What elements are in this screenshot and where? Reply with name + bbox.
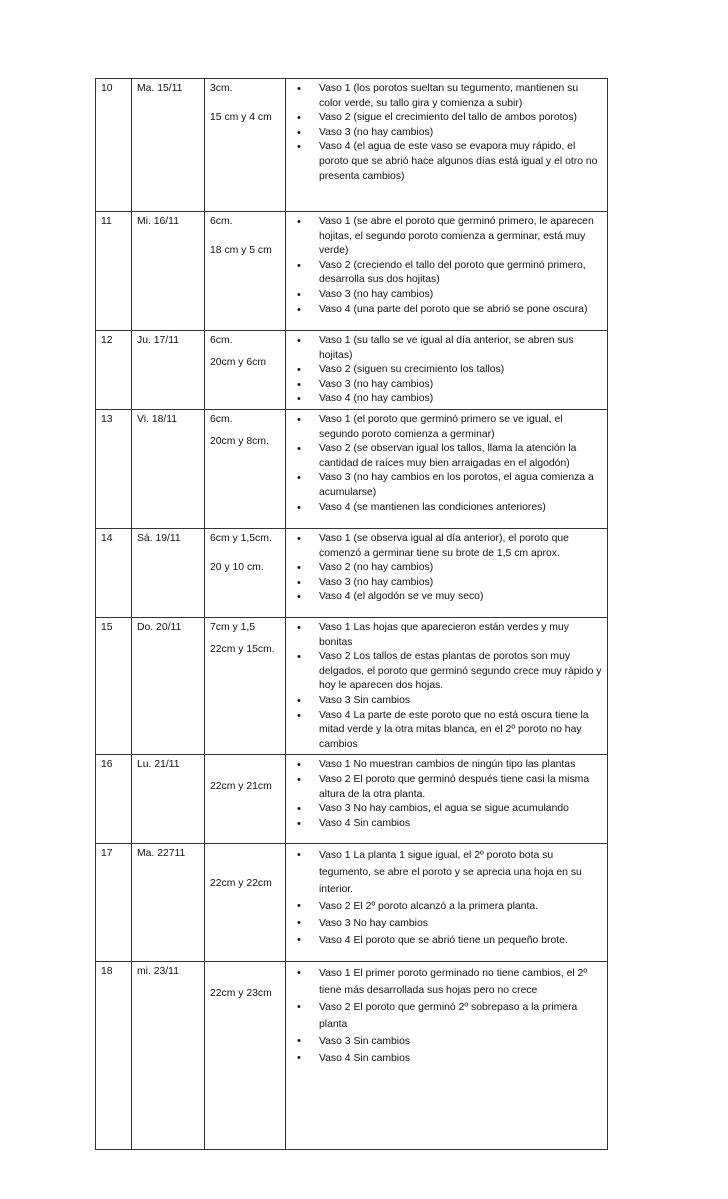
date-cell: Vi. 18/11 <box>132 409 205 528</box>
measurement-primary: 6cm. <box>210 413 233 425</box>
observation-table <box>95 78 608 1150</box>
list-item: • Vaso 3 (no hay cambios) <box>307 378 603 393</box>
observation-list <box>291 965 603 1067</box>
measurement-cell <box>205 962 286 1150</box>
measurement-cell <box>205 212 286 331</box>
date-cell: Lu. 21/11 <box>132 755 205 844</box>
table-row <box>96 528 608 617</box>
measurement-primary: 7cm y 1,5 <box>210 621 256 633</box>
date-cell: Sá. 19/11 <box>132 528 205 617</box>
table-row <box>96 331 608 410</box>
measurement-heights: 22cm y 23cm <box>210 988 272 1000</box>
measurement-cell <box>205 844 286 962</box>
list-item: • Vaso 3 No hay cambios <box>307 915 603 932</box>
spacer <box>210 97 281 112</box>
observation-list <box>291 82 603 184</box>
list-item: • Vaso 2 El poroto que germinó después tiene casi la misma altura de la otra planta. <box>307 773 603 802</box>
list-item: • Vaso 1 (se abre el poroto que germinó primero, le aparecen hojitas, el segundo poroto comienza a germinar, está muy verde) <box>307 215 603 259</box>
table-row <box>96 617 608 754</box>
list-item: • Vaso 1 El primer poroto germinado no tiene cambios, el 2º tiene más desarrollada sus hojas pero no crece <box>307 965 603 999</box>
date-cell: Ju. 17/11 <box>132 331 205 410</box>
day-number: 12 <box>96 331 132 410</box>
spacer <box>210 230 281 245</box>
day-number: 11 <box>96 212 132 331</box>
measurement-heights: 22cm y 21cm <box>210 781 272 793</box>
observation-list <box>291 758 603 831</box>
observation-list <box>291 532 603 605</box>
list-item: • Vaso 4 El poroto que se abrió tiene un pequeño brote. <box>307 932 603 949</box>
list-item: • Vaso 4 (se mantienen las condiciones anteriores) <box>307 501 603 516</box>
spacer <box>210 547 281 562</box>
measurement-primary <box>210 758 281 773</box>
day-number: 10 <box>96 79 132 212</box>
observations-cell <box>286 755 608 844</box>
measurement-primary: 6cm. <box>210 216 233 227</box>
day-number: 17 <box>96 844 132 962</box>
list-item: • Vaso 4 (una parte del poroto que se abrió se pone oscura) <box>307 303 603 318</box>
list-item: • Vaso 2 (siguen su crecimiento los tallos) <box>307 363 603 378</box>
observation-list <box>291 215 603 317</box>
table-row <box>96 755 608 844</box>
measurement-cell <box>205 528 286 617</box>
date-cell: Mi. 16/11 <box>132 212 205 331</box>
measurement-cell <box>205 755 286 844</box>
measurement-heights: 15 cm y 4 cm <box>210 112 272 124</box>
observations-cell <box>286 962 608 1150</box>
list-item: • Vaso 2 El poroto que germinó 2º sobrepaso a la primera planta <box>307 999 603 1033</box>
list-item: • Vaso 3 (no hay cambios) <box>307 576 603 591</box>
observations-cell <box>286 212 608 331</box>
date-cell: Ma. 22711 <box>132 844 205 962</box>
observations-cell <box>286 617 608 754</box>
list-item: • Vaso 3 Sin cambios <box>307 1033 603 1050</box>
day-number: 15 <box>96 617 132 754</box>
list-item: • Vaso 1 (se observa igual al día anterior), el poroto que comenzó a germinar tiene su brote de 1,5 cm aprox. <box>307 532 603 561</box>
table-row <box>96 962 608 1150</box>
list-item: • Vaso 2 (sigue el crecimiento del tallo de ambos porotos) <box>307 111 603 126</box>
measurement-heights: 22cm y 15cm. <box>210 643 275 655</box>
spacer <box>210 862 281 877</box>
table-row <box>96 79 608 212</box>
measurement-primary: 6cm. <box>210 335 233 346</box>
date-cell: mi. 23/11 <box>132 962 205 1150</box>
list-item: • Vaso 3 (no hay cambios en los porotos, el agua comienza a acumularse) <box>307 471 603 500</box>
date-cell: Ma. 15/11 <box>132 79 205 212</box>
observation-list <box>291 621 603 752</box>
spacer <box>210 636 281 643</box>
spacer <box>210 773 281 780</box>
list-item: • Vaso 3 (no hay cambios) <box>307 126 603 141</box>
observations-cell <box>286 528 608 617</box>
list-item: • Vaso 4 La parte de este poroto que no está oscura tiene la mitad verde y la otra mitas blanca, en el 2º poroto no hay cambios <box>307 709 603 753</box>
list-item: • Vaso 1 No muestran cambios de ningún tipo las plantas <box>307 758 603 773</box>
list-item: • Vaso 1 La planta 1 sigue igual, el 2º poroto bota su tegumento, se abre el poroto y se aprecia una hoja en su interior. <box>307 847 603 898</box>
list-item: • Vaso 4 (el algodón se ve muy seco) <box>307 590 603 605</box>
observations-cell <box>286 79 608 212</box>
list-item: • Vaso 2 Los tallos de estas plantas de porotos son muy delgados, el poroto que germinó segundo crece muy rápido y hoy le aparecen dos hojas. <box>307 650 603 694</box>
list-item: • Vaso 4 Sin cambios <box>307 1050 603 1067</box>
list-item: • Vaso 4 (el agua de este vaso se evapora muy rápido, el poroto que se abrió hace algunos días está igual y el otro no presenta cambios) <box>307 140 603 184</box>
observations-cell <box>286 409 608 528</box>
list-item: • Vaso 3 No hay cambios, el agua se sigue acumulando <box>307 802 603 817</box>
list-item: • Vaso 2 (se observan igual los tallos, llama la atención la cantidad de raíces muy bien arraigadas en el algodón) <box>307 442 603 471</box>
measurement-heights: 20 y 10 cm. <box>210 562 264 574</box>
list-item: • Vaso 3 (no hay cambios) <box>307 288 603 303</box>
observation-list <box>291 847 603 949</box>
list-item: • Vaso 4 (no hay cambios) <box>307 392 603 407</box>
day-number: 14 <box>96 528 132 617</box>
list-item: • Vaso 4 Sin cambios <box>307 817 603 832</box>
date-cell: Do. 20/11 <box>132 617 205 754</box>
measurement-primary <box>210 965 281 980</box>
measurement-cell <box>205 617 286 754</box>
table-row <box>96 212 608 331</box>
observations-cell <box>286 331 608 410</box>
day-number: 13 <box>96 409 132 528</box>
list-item: • Vaso 3 Sin cambios <box>307 694 603 709</box>
spacer <box>210 980 281 987</box>
day-number: 16 <box>96 755 132 844</box>
observation-list <box>291 334 603 407</box>
measurement-cell <box>205 409 286 528</box>
measurement-primary: 3cm. <box>210 83 233 94</box>
spacer <box>210 428 281 435</box>
measurement-primary <box>210 847 281 862</box>
spacer <box>210 349 281 356</box>
list-item: • Vaso 1 Las hojas que aparecieron están verdes y muy bonitas <box>307 621 603 650</box>
list-item: • Vaso 2 (creciendo el tallo del poroto que germinó primero, desarrolla sus dos hojitas) <box>307 259 603 288</box>
measurement-cell <box>205 331 286 410</box>
measurement-heights: 20cm y 6cm <box>210 356 267 368</box>
measurement-cell <box>205 79 286 212</box>
measurement-heights: 20cm y 8cm. <box>210 435 269 447</box>
day-number: 18 <box>96 962 132 1150</box>
list-item: • Vaso 2 (no hay cambios) <box>307 561 603 576</box>
list-item: • Vaso 1 (los porotos sueltan su tegumento, mantienen su color verde, su tallo gira y comienza a subir) <box>307 82 603 111</box>
list-item: • Vaso 1 (el poroto que germinó primero se ve igual, el segundo poroto comienza a germinar) <box>307 413 603 442</box>
observations-cell <box>286 844 608 962</box>
table-row <box>96 844 608 962</box>
list-item: • Vaso 2 El 2º poroto alcanzó a la primera planta. <box>307 898 603 915</box>
list-item: • Vaso 1 (su tallo se ve igual al día anterior, se abren sus hojitas) <box>307 334 603 363</box>
observation-list <box>291 413 603 515</box>
measurement-primary: 6cm y 1,5cm. <box>210 532 272 544</box>
table-row <box>96 409 608 528</box>
measurement-heights: 22cm y 22cm <box>210 877 272 889</box>
measurement-heights: 18 cm y 5 cm <box>210 245 272 257</box>
table-body <box>96 79 608 1150</box>
